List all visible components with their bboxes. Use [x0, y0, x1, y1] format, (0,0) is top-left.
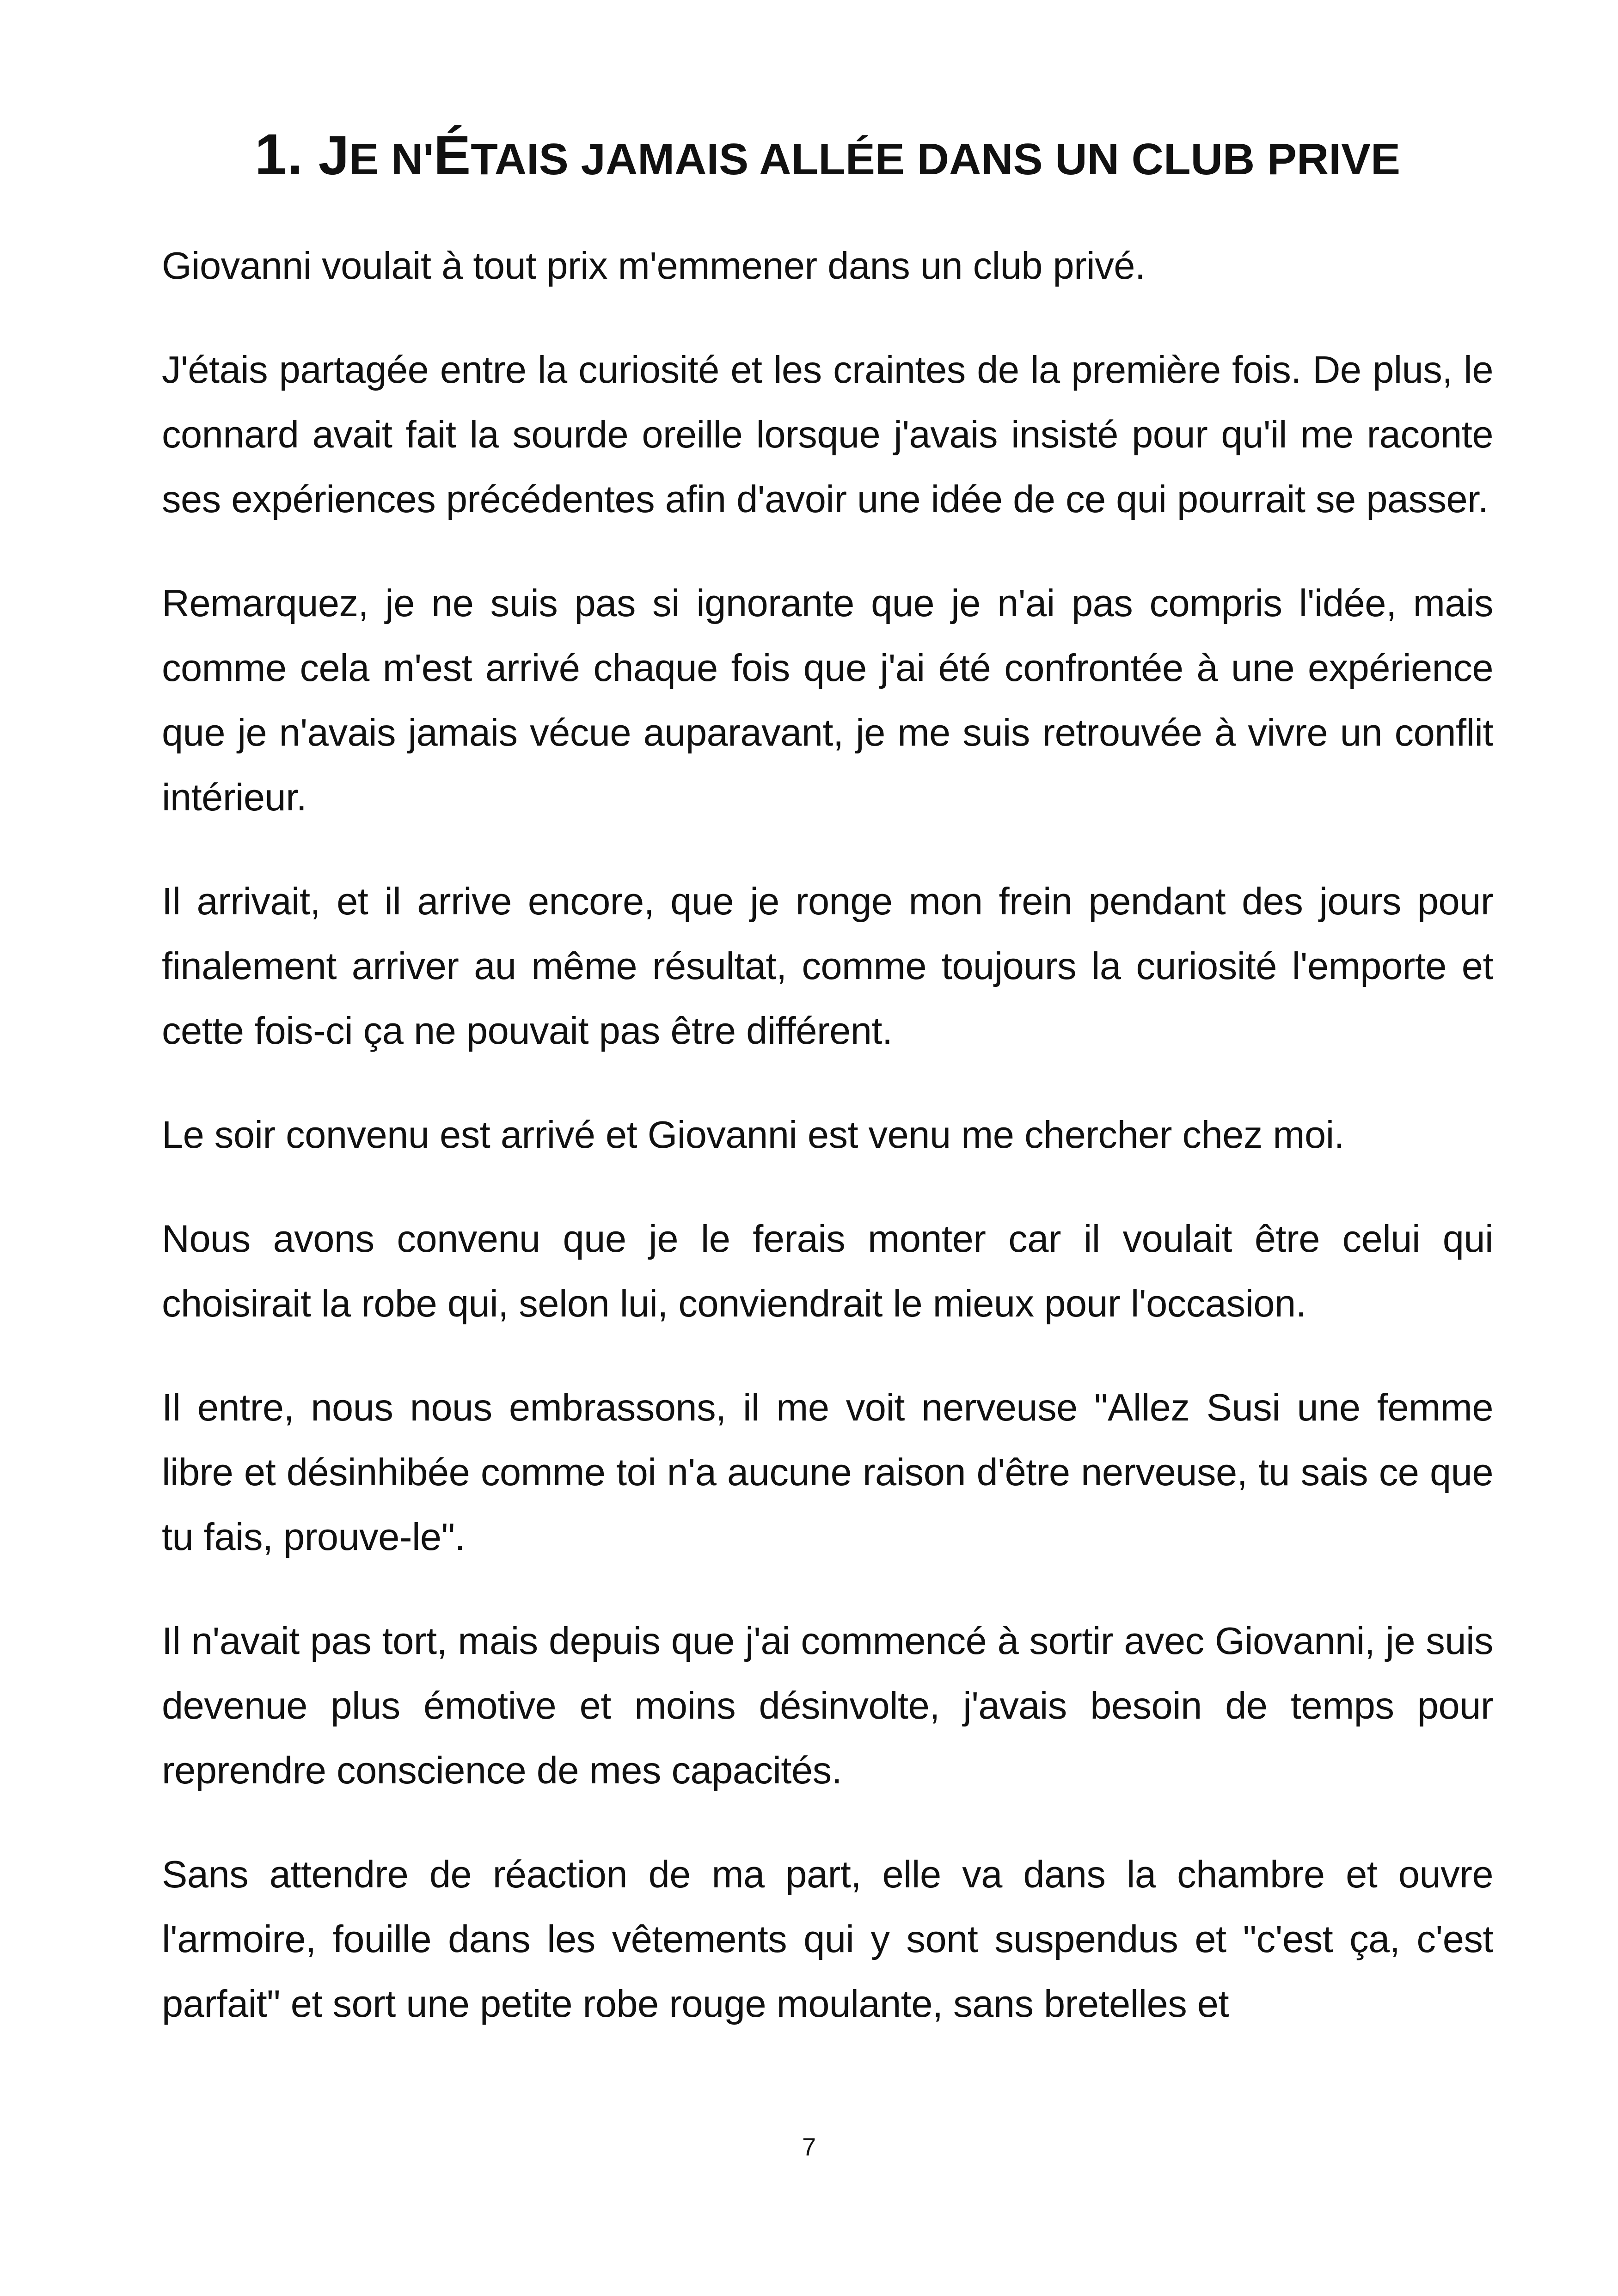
paragraph: Le soir convenu est arrivé et Giovanni est venu me chercher chez moi. [162, 1113, 1345, 1156]
chapter-title-part: J [318, 124, 349, 186]
paragraph: Il entre, nous nous embrassons, il me voit nerveuse "Allez Susi une femme libre et désinhibée comme toi n'a aucune raison d'être nerveuse, tu sais ce que tu fais, prouve-le". [162, 1386, 1493, 1558]
paragraph: J'étais partagée entre la curiosité et les craintes de la première fois. De plus, le connard avait fait la sourde oreille lorsque j'avais insisté pour qu'il me raconte ses expériences précédentes afin d'avoir une idée de ce qui pourrait se passer. [162, 348, 1493, 520]
paragraph: Nous avons convenu que je le ferais monter car il voulait être celui qui choisirait la robe qui, selon lui, conviendrait le mieux pour l'occasion. [162, 1217, 1493, 1325]
chapter-title [162, 118, 1493, 196]
paragraph: Sans attendre de réaction de ma part, elle va dans la chambre et ouvre l'armoire, fouille dans les vêtements qui y sont suspendus et "c'est ça, c'est parfait" et sort une petite robe rouge moulante, sans bretelles et [162, 1853, 1493, 2025]
paragraph: Il arrivait, et il arrive encore, que je ronge mon frein pendant des jours pour finalement arriver au même résultat, comme toujours la curiosité l'emporte et cette fois-ci ça ne pouvait pas être différent. [162, 880, 1493, 1052]
paragraph: Giovanni voulait à tout prix m'emmener dans un club privé. [162, 244, 1146, 287]
chapter-title-part: TAIS JAMAIS ALLÉE DANS UN CLUB PRIVE [471, 135, 1401, 184]
chapter-title-part: É [434, 124, 471, 186]
chapter-title-text [319, 124, 1400, 186]
paragraph: Remarquez, je ne suis pas si ignorante que je n'ai pas compris l'idée, mais comme cela m'est arrivé chaque fois que j'ai été confrontée à une expérience que je n'avais jamais vécue auparavant, je me suis retrouvée à vivre un conflit intérieur. [162, 582, 1493, 819]
chapter-body [162, 233, 1493, 2076]
page-number: 7 [802, 2133, 816, 2161]
chapter-number: 1. [254, 122, 303, 187]
paragraph: Il n'avait pas tort, mais depuis que j'ai commencé à sortir avec Giovanni, je suis devenue plus émotive et moins désinvolte, j'avais besoin de temps pour reprendre conscience de mes capacités. [162, 1619, 1493, 1792]
chapter-title-part: E N' [349, 135, 434, 184]
